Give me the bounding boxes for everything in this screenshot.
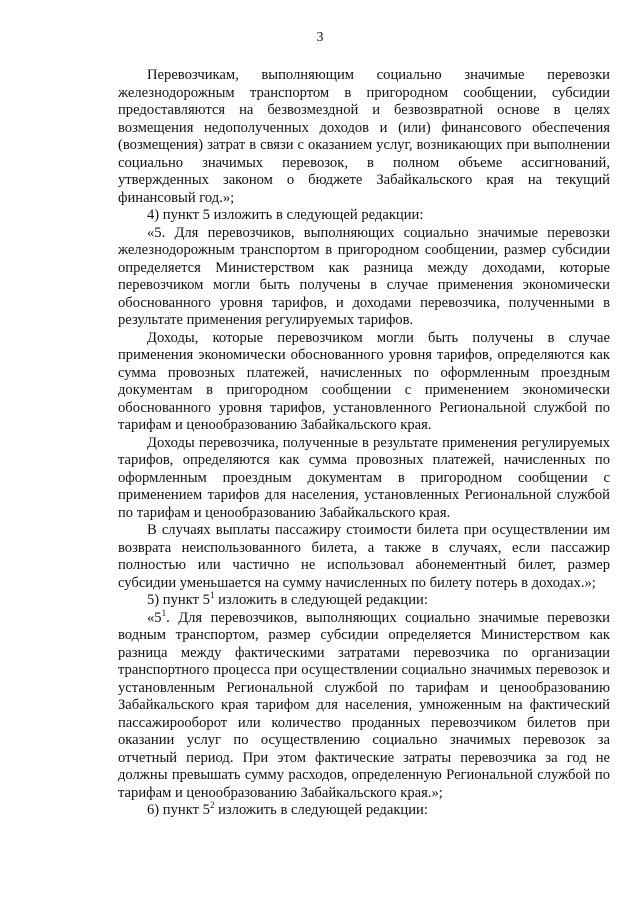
paragraph-ticket-refund: В случаях выплаты пассажиру стоимости билета при осуществлении им возврата неиспользованного билета, а также в случаях, если пассажир полностью или частично не использовал абонементный билет, размер субсидии уменьшается на сумму начисленных по билету потерь в доходах.»; [118, 522, 610, 591]
clause-5-1-lead: «5 [147, 609, 162, 626]
paragraph-item-5 [118, 592, 610, 610]
item-6-lead: 6) пункт 5 [147, 802, 210, 818]
clause-5-1-rest: . Для перевозчиков, выполняющих социально значимые перевозки водным транспортом, размер субсидии определяется Министерством как разница между фактическими затратами перевозчика по организации транспортного процесса при осуществлении социально значимых перевозок и установленным Региональной службой по тарифам и ценообразованию Забайкальского края тарифом для населения, умноженным на фактический пассажирооборот или количество проданных перевозчиком билетов при оказании услуг по осуществлению социально значимых перевозок за отчетный период. При этом фактические затраты перевозчика за год не должны превышать сумму расходов, определенную Региональной службой по тарифам и ценообразованию Забайкальского края.»; [118, 609, 610, 801]
document-body [118, 67, 610, 820]
paragraph-economic-tariff-income: Доходы, которые перевозчиком могли быть получены в случае применения экономически обоснованного уровня тарифов, определяются как сумма провозных платежей, начисленных по оформленным проездным документам в пригородном сообщении с применением экономически обоснованного уровня тарифов, установленного Региональной службой по тарифам и ценообразованию Забайкальского края. [118, 329, 610, 433]
paragraph-clause-5: «5. Для перевозчиков, выполняющих социально значимые перевозки железнодорожным транспортом в пригородном сообщении, размер субсидии определяется Министерством как разница между доходами, которые перевозчиком могли быть получены в случае применения экономически обоснованного уровня тарифов, и доходами перевозчика, полученными в результате применения регулируемых тарифов. [118, 224, 610, 328]
paragraph-item-6 [118, 802, 610, 820]
page-number: 3 [316, 30, 324, 45]
item-5-superscript: 1 [209, 590, 215, 601]
paragraph-clause-5-1 [118, 607, 610, 803]
paragraph-regulated-tariff-income: Доходы перевозчика, полученные в результате применения регулируемых тарифов, определяются как сумма провозных платежей, начисленных по оформленным проездным документам в пригородном сообщении с применением тарифов для населения, установленных Региональной службой по тарифам и ценообразованию Забайкальского края. [118, 434, 610, 521]
item-5-lead: 5) пункт 5 [147, 592, 210, 608]
paragraph-subsidy-basis: Перевозчикам, выполняющим социально значимые перевозки железнодорожным транспортом в пригородном сообщении, субсидии предоставляются на безвозмездной и безвозвратной основе в целях возмещения недополученных доходов и (или) финансового обеспечения (возмещения) затрат в связи с оказанием услуг, возникающих при выполнении социально значимых перевозок, в полном объеме ассигнований, утвержденных законом о бюджете Забайкальского края на текущий финансовый год.»; [118, 67, 610, 206]
item-6-superscript: 2 [209, 800, 215, 811]
item-6-rest: изложить в следующей редакции: [214, 802, 428, 818]
paragraph-item-4: 4) пункт 5 изложить в следующей редакции: [147, 207, 424, 223]
clause-5-1-superscript: 1 [161, 607, 167, 618]
item-5-rest: изложить в следующей редакции: [214, 592, 428, 608]
